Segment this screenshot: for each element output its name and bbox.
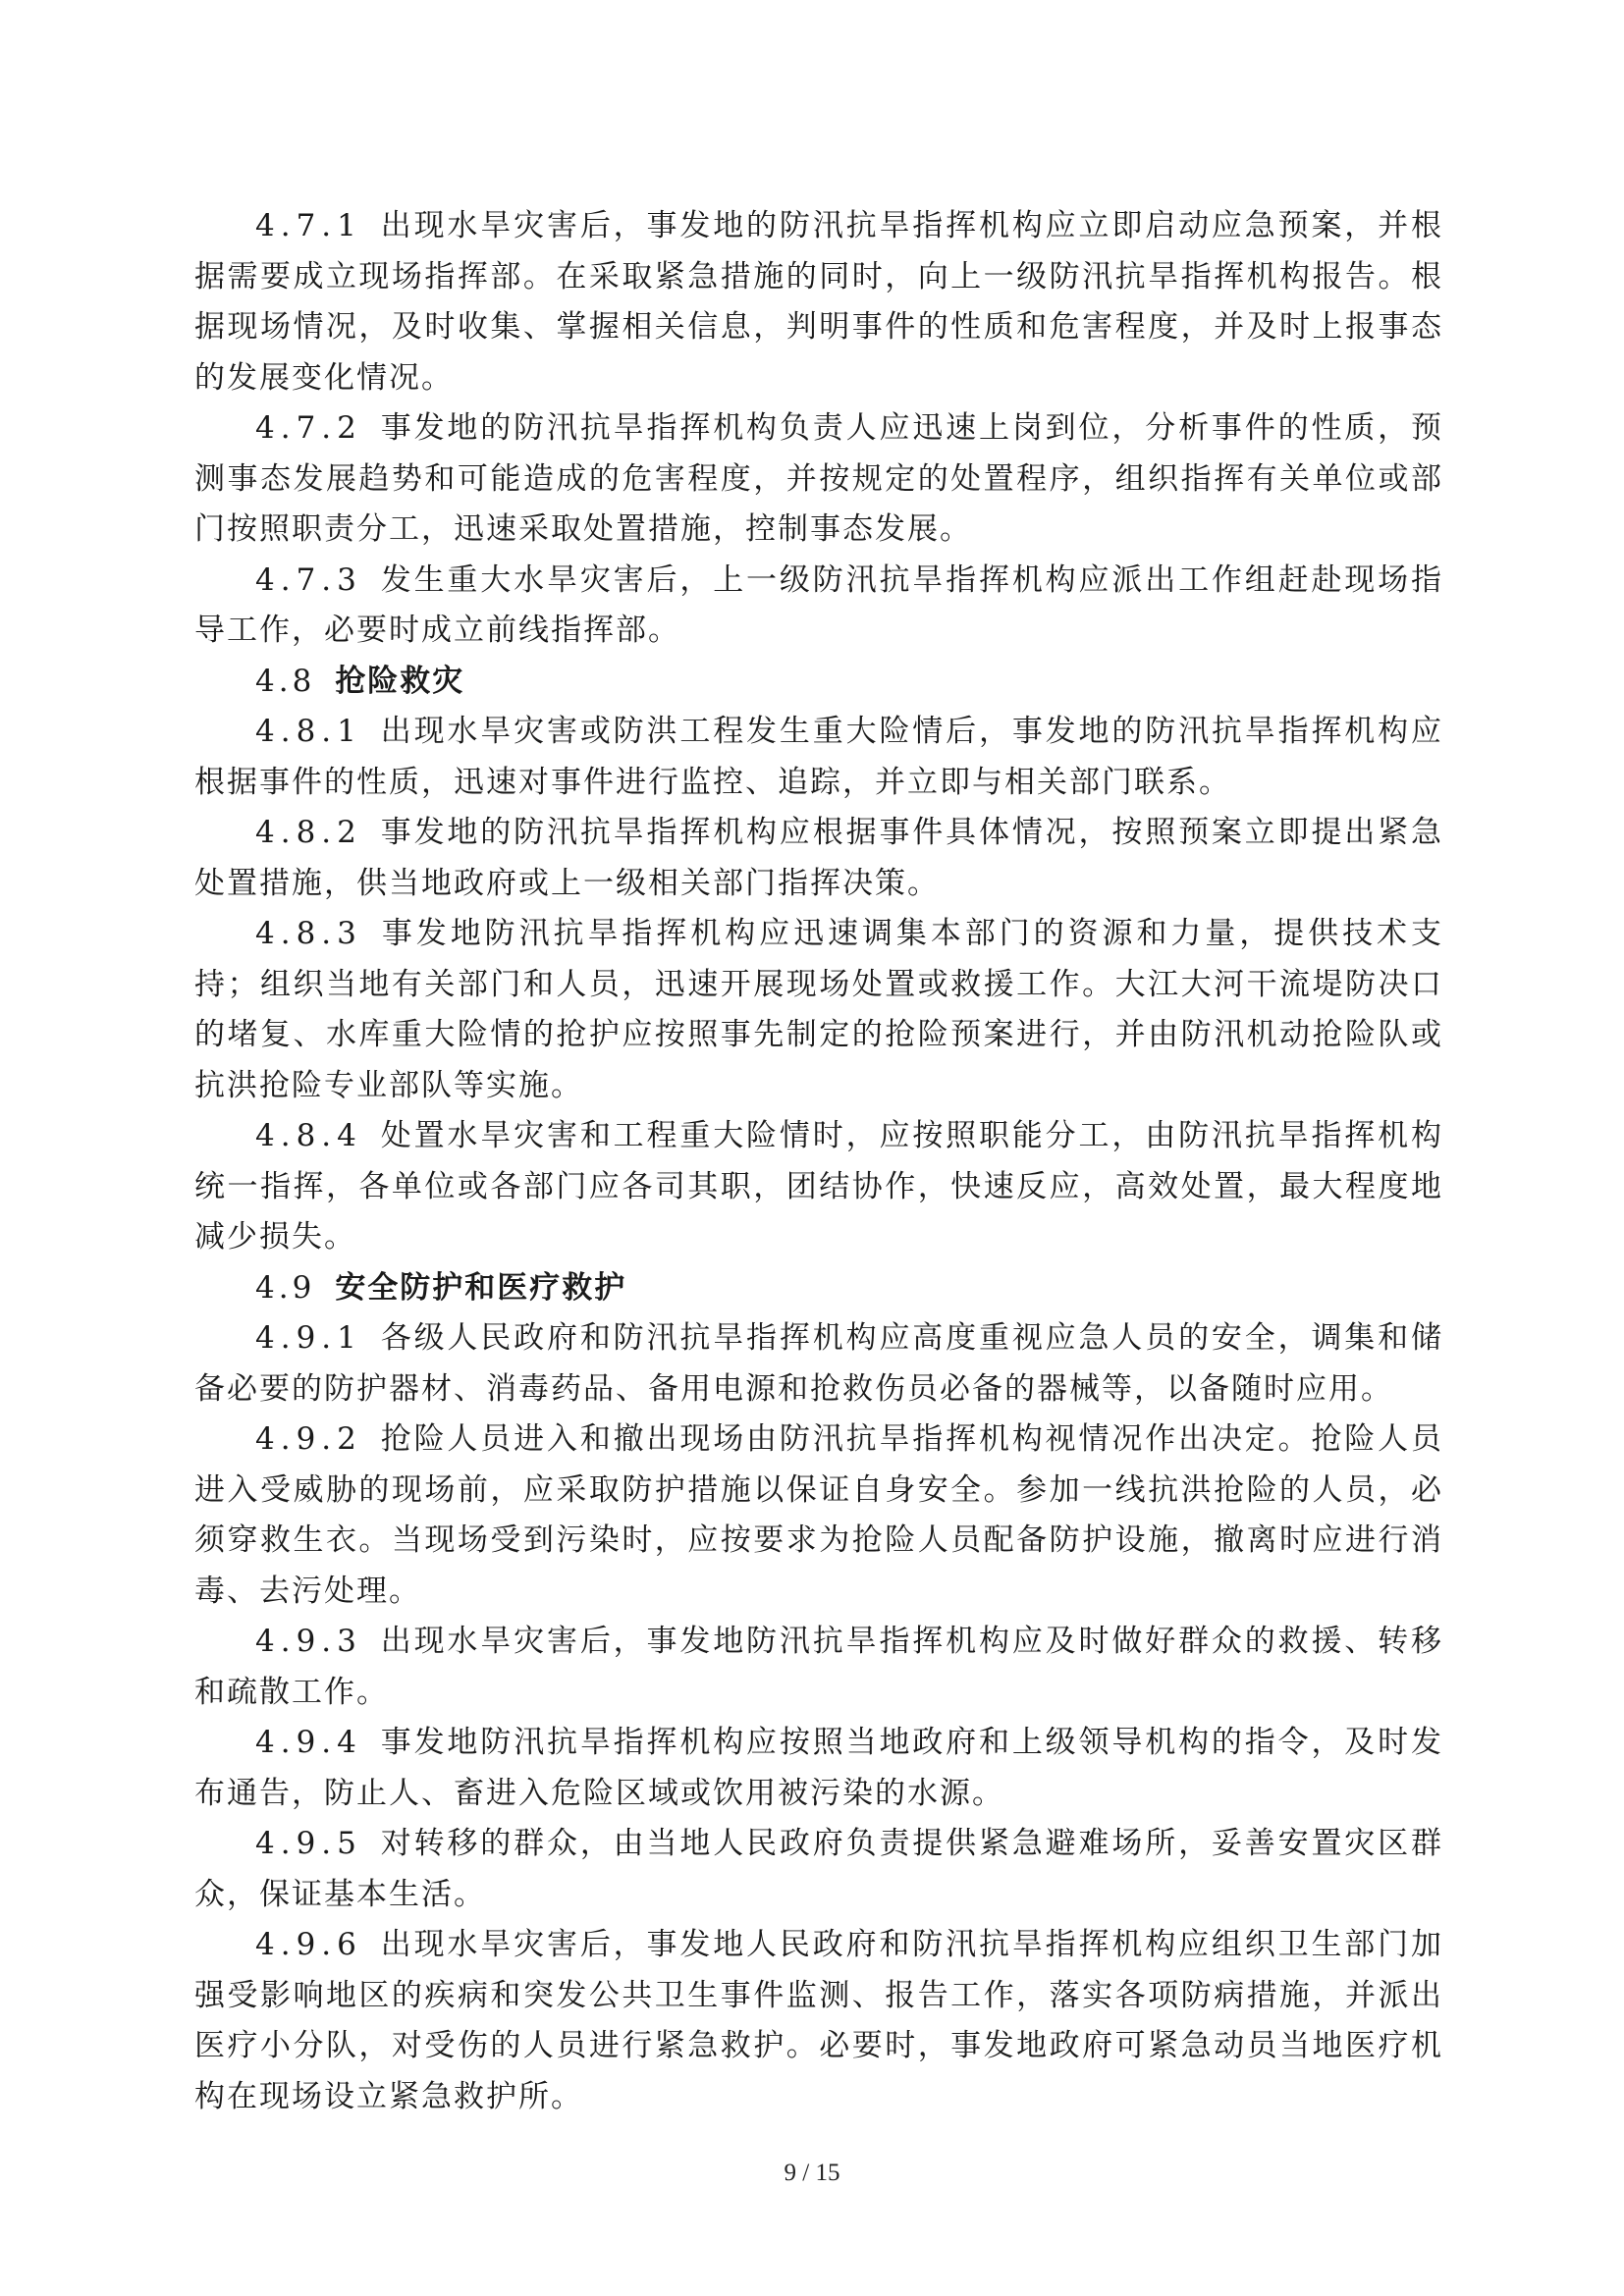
clause-text: 抢险人员进入和撤出现场由防汛抗旱指挥机构视情况作出决定。抢险人员进入受威胁的现场前，应采取防护措施以保证自身安全。参加一线抗洪抢险的人员，必须穿救生衣。当现场受到污染时，应按要求为抢险人员配备防护设施，撤离时应进行消毒、去污处理。 — [194, 1421, 1443, 1609]
section-4-9-2 — [194, 1415, 1443, 1617]
clause-text: 出现水旱灾害或防洪工程发生重大险情后，事发地的防汛抗旱指挥机构应根据事件的性质，迅速对事件进行监控、追踪，并立即与相关部门联系。 — [194, 714, 1443, 800]
section-4-8-1 — [194, 707, 1443, 808]
section-heading-4-8 — [194, 657, 1443, 708]
clause-text: 事发地防汛抗旱指挥机构应按照当地政府和上级领导机构的指令，及时发布通告，防止人、畜进入危险区域或饮用被污染的水源。 — [194, 1725, 1443, 1811]
section-4-7-2 — [194, 403, 1443, 556]
section-4-9-4 — [194, 1718, 1443, 1819]
clause-text: 事发地防汛抗旱指挥机构应迅速调集本部门的资源和力量，提供技术支持；组织当地有关部门和人员，迅速开展现场处置或救援工作。大江大河干流堤防决口的堵复、水库重大险情的抢护应按照事先制定的抢险预案进行，并由防汛机动抢险队或抗洪抢险专业部队等实施。 — [194, 916, 1443, 1103]
heading-text: 安全防护和医疗救护 — [335, 1269, 627, 1306]
clause-number: 4.7.3 — [255, 561, 362, 598]
clause-number: 4.9.6 — [255, 1927, 362, 1962]
section-4-8-2 — [194, 808, 1443, 909]
clause-text: 出现水旱灾害后，事发地的防汛抗旱指挥机构应立即启动应急预案，并根据需要成立现场指挥部。在采取紧急措施的同时，向上一级防汛抗旱指挥机构报告。根据现场情况，及时收集、掌握相关信息，判明事件的性质和危害程度，并及时上报事态的发展变化情况。 — [194, 208, 1443, 396]
clause-text: 处置水旱灾害和工程重大险情时，应按照职能分工，由防汛抗旱指挥机构统一指挥，各单位或各部门应各司其职，团结协作，快速反应，高效处置，最大程度地减少损失。 — [194, 1118, 1443, 1255]
clause-number: 4.9.1 — [255, 1320, 362, 1356]
clause-text: 出现水旱灾害后，事发地防汛抗旱指挥机构应及时做好群众的救援、转移和疏散工作。 — [194, 1624, 1443, 1710]
clause-number: 4.9.3 — [255, 1624, 362, 1659]
clause-text: 事发地的防汛抗旱指挥机构负责人应迅速上岗到位，分析事件的性质，预测事态发展趋势和可能造成的危害程度，并按规定的处置程序，组织指挥有关单位或部门按照职责分工，迅速采取处置措施，控制事态发展。 — [194, 410, 1443, 547]
document-body — [194, 201, 1443, 2122]
clause-text: 各级人民政府和防汛抗旱指挥机构应高度重视应急人员的安全，调集和储备必要的防护器材、消毒药品、备用电源和抢救伤员必备的器械等，以备随时应用。 — [194, 1320, 1443, 1407]
clause-number: 4.8.3 — [255, 916, 362, 951]
heading-number: 4.8 — [255, 663, 316, 699]
section-4-8-3 — [194, 909, 1443, 1111]
section-4-9-1 — [194, 1313, 1443, 1415]
page-number: 9 / 15 — [784, 2160, 840, 2186]
clause-number: 4.8.1 — [255, 714, 362, 749]
section-heading-4-9 — [194, 1263, 1443, 1314]
heading-number: 4.9 — [255, 1269, 316, 1306]
clause-number: 4.8.4 — [255, 1118, 362, 1153]
clause-number: 4.7.2 — [255, 410, 362, 446]
clause-text: 出现水旱灾害后，事发地人民政府和防汛抗旱指挥机构应组织卫生部门加强受影响地区的疾病和突发公共卫生事件监测、报告工作，落实各项防病措施，并派出医疗小分队，对受伤的人员进行紧急救护。必要时，事发地政府可紧急动员当地医疗机构在现场设立紧急救护所。 — [194, 1927, 1443, 2114]
clause-text: 事发地的防汛抗旱指挥机构应根据事件具体情况，按照预案立即提出紧急处置措施，供当地政府或上一级相关部门指挥决策。 — [194, 815, 1443, 901]
section-4-9-5 — [194, 1819, 1443, 1920]
clause-number: 4.8.2 — [255, 815, 362, 850]
section-4-9-6 — [194, 1920, 1443, 2122]
clause-number: 4.7.1 — [255, 208, 362, 243]
section-4-9-3 — [194, 1617, 1443, 1718]
heading-text: 抢险救灾 — [335, 663, 465, 699]
clause-number: 4.9.2 — [255, 1421, 362, 1457]
clause-number: 4.9.5 — [255, 1826, 362, 1861]
section-4-7-3 — [194, 556, 1443, 657]
clause-text: 对转移的群众，由当地人民政府负责提供紧急避难场所，妥善安置灾区群众，保证基本生活。 — [194, 1826, 1443, 1912]
clause-number: 4.9.4 — [255, 1725, 362, 1760]
section-4-8-4 — [194, 1111, 1443, 1263]
section-4-7-1 — [194, 201, 1443, 403]
clause-text: 发生重大水旱灾害后，上一级防汛抗旱指挥机构应派出工作组赶赴现场指导工作，必要时成立前线指挥部。 — [194, 561, 1443, 648]
